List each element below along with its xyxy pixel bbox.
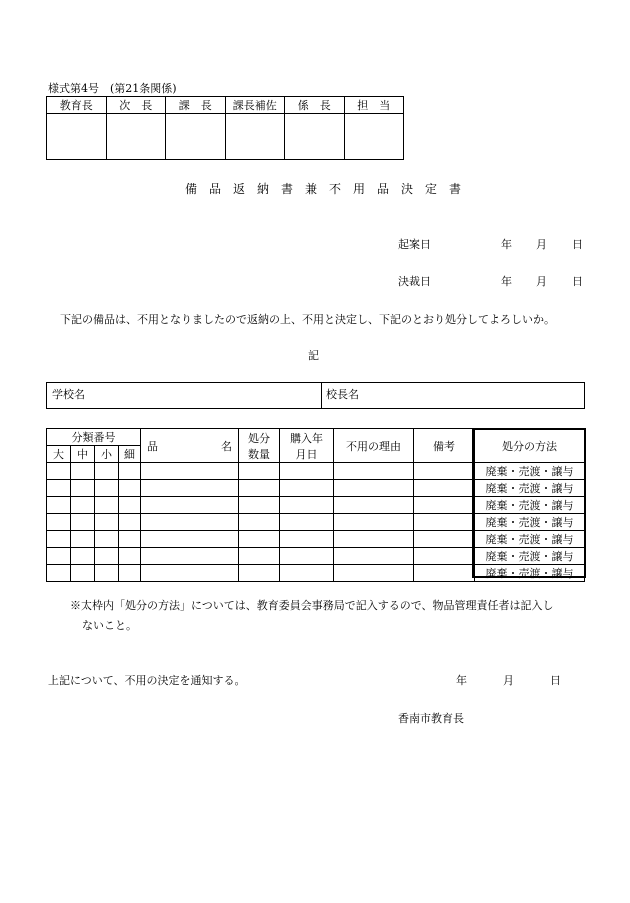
- table-cell: [119, 565, 141, 582]
- purchase-header-line-1: 購入年: [290, 431, 323, 445]
- approval-stamp-row: [47, 114, 404, 160]
- table-cell: [71, 531, 95, 548]
- items-header-row-1: [47, 429, 585, 446]
- table-cell: [280, 531, 334, 548]
- item-name-char-2: 名: [221, 439, 232, 453]
- approval-role-6: 担 当: [344, 97, 404, 114]
- table-cell: [239, 480, 280, 497]
- table-cell: [280, 463, 334, 480]
- school-box-divider: [321, 383, 322, 408]
- table-cell: [280, 548, 334, 565]
- table-cell: [141, 497, 239, 514]
- table-cell: [95, 514, 119, 531]
- table-cell: [95, 565, 119, 582]
- table-cell: [280, 514, 334, 531]
- table-cell: [95, 497, 119, 514]
- item-name-header: [141, 429, 239, 463]
- table-row: [47, 497, 585, 514]
- table-cell: [119, 497, 141, 514]
- table-cell: [414, 565, 475, 582]
- disposal-method-cell: 廃棄・売渡・譲与: [475, 514, 585, 531]
- quantity-header-line-2: 数量: [248, 447, 270, 461]
- table-cell: [141, 463, 239, 480]
- approval-stamp-cell-5: [285, 114, 345, 160]
- table-cell: [47, 531, 71, 548]
- principal-name-label: 校長名: [326, 388, 359, 401]
- note-line-1: ※太枠内「処分の方法」については、教育委員会事務局で記入するので、物品管理責任者は記入し: [70, 599, 554, 612]
- items-table: [46, 428, 585, 582]
- notice-day-label: 日: [550, 674, 561, 687]
- table-cell: [414, 531, 475, 548]
- table-cell: [71, 514, 95, 531]
- table-cell: [71, 463, 95, 480]
- disposal-method-cell: 廃棄・売渡・譲与: [475, 463, 585, 480]
- table-cell: [95, 463, 119, 480]
- table-cell: [95, 480, 119, 497]
- school-name-label: 学校名: [52, 388, 85, 401]
- disposal-method-cell: 廃棄・売渡・譲与: [475, 531, 585, 548]
- table-cell: [239, 548, 280, 565]
- table-cell: [119, 480, 141, 497]
- quantity-header-line-1: 処分: [248, 431, 270, 445]
- table-cell: [239, 463, 280, 480]
- table-row: [47, 565, 585, 582]
- decision-year-label: 年: [501, 275, 512, 288]
- table-cell: [95, 531, 119, 548]
- table-cell: [119, 548, 141, 565]
- table-cell: [239, 497, 280, 514]
- disposal-method-cell: 廃棄・売渡・譲与: [475, 548, 585, 565]
- form-number: 様式第4号 (第21条関係): [48, 82, 177, 95]
- draft-date-label: 起案日: [398, 238, 431, 251]
- disposal-method-cell: 廃棄・売渡・譲与: [475, 480, 585, 497]
- table-cell: [414, 548, 475, 565]
- table-cell: [334, 514, 414, 531]
- table-cell: [119, 531, 141, 548]
- notice-text: 上記について、不用の決定を通知する。: [48, 674, 246, 687]
- table-row: [47, 480, 585, 497]
- purchase-header-line-2: 月日: [295, 447, 318, 461]
- disposal-method-cell: 廃棄・売渡・譲与: [475, 565, 585, 582]
- draft-year-label: 年: [501, 238, 512, 251]
- decision-month-label: 月: [536, 275, 547, 288]
- note-line-2: ないこと。: [82, 619, 137, 632]
- disposal-method-cell: 廃棄・売渡・譲与: [475, 497, 585, 514]
- table-row: [47, 531, 585, 548]
- table-cell: [119, 514, 141, 531]
- notice-month-label: 月: [503, 674, 514, 687]
- approval-role-4: 課長補佐: [225, 97, 285, 114]
- signer: 香南市教育長: [398, 712, 464, 725]
- table-cell: [239, 565, 280, 582]
- table-cell: [334, 497, 414, 514]
- approval-header-row: [47, 97, 404, 114]
- table-cell: [334, 548, 414, 565]
- class-chu-header: 中: [71, 446, 95, 463]
- quantity-header: [239, 429, 280, 463]
- approval-stamp-cell-2: [106, 114, 166, 160]
- table-cell: [280, 565, 334, 582]
- table-row: [47, 548, 585, 565]
- school-box: [46, 382, 585, 409]
- table-cell: [414, 514, 475, 531]
- remarks-header: 備考: [414, 429, 475, 463]
- table-cell: [334, 480, 414, 497]
- draft-day-label: 日: [572, 238, 583, 251]
- table-cell: [141, 548, 239, 565]
- table-cell: [71, 480, 95, 497]
- draft-month-label: 月: [536, 238, 547, 251]
- table-cell: [71, 497, 95, 514]
- table-cell: [47, 497, 71, 514]
- table-cell: [280, 480, 334, 497]
- table-cell: [141, 480, 239, 497]
- decision-date-label: 決裁日: [398, 275, 431, 288]
- intro-text: 下記の備品は、不用となりましたので返納の上、不用と決定し、下記のとおり処分してよろしいか。: [60, 313, 555, 326]
- ki-label: 記: [308, 349, 319, 362]
- item-name-char-1: 品: [147, 439, 158, 453]
- approval-role-1: 教育長: [47, 97, 107, 114]
- table-row: [47, 463, 585, 480]
- table-cell: [141, 531, 239, 548]
- table-cell: [414, 480, 475, 497]
- table-cell: [334, 531, 414, 548]
- decision-day-label: 日: [572, 275, 583, 288]
- reason-header: 不用の理由: [334, 429, 414, 463]
- table-cell: [239, 531, 280, 548]
- table-cell: [141, 565, 239, 582]
- approval-table: [46, 96, 404, 160]
- table-cell: [95, 548, 119, 565]
- table-cell: [414, 497, 475, 514]
- table-cell: [47, 463, 71, 480]
- table-cell: [47, 565, 71, 582]
- table-row: [47, 514, 585, 531]
- table-cell: [47, 514, 71, 531]
- table-cell: [71, 548, 95, 565]
- approval-stamp-cell-3: [166, 114, 226, 160]
- table-cell: [239, 514, 280, 531]
- table-cell: [334, 565, 414, 582]
- table-cell: [414, 463, 475, 480]
- notice-year-label: 年: [456, 674, 467, 687]
- table-cell: [119, 463, 141, 480]
- method-header: 処分の方法: [475, 429, 585, 463]
- table-cell: [141, 514, 239, 531]
- purchase-date-header: [280, 429, 334, 463]
- class-sho-header: 小: [95, 446, 119, 463]
- approval-role-2: 次 長: [106, 97, 166, 114]
- table-cell: [71, 565, 95, 582]
- approval-stamp-cell-1: [47, 114, 107, 160]
- table-cell: [47, 480, 71, 497]
- approval-role-3: 課 長: [166, 97, 226, 114]
- class-number-header: 分類番号: [47, 429, 141, 446]
- class-sai-header: 細: [119, 446, 141, 463]
- approval-stamp-cell-6: [344, 114, 404, 160]
- approval-stamp-cell-4: [225, 114, 285, 160]
- approval-role-5: 係 長: [285, 97, 345, 114]
- table-cell: [47, 548, 71, 565]
- document-title: 備 品 返 納 書 兼 不 用 品 決 定 書: [185, 182, 462, 196]
- table-cell: [280, 497, 334, 514]
- table-cell: [334, 463, 414, 480]
- class-dai-header: 大: [47, 446, 71, 463]
